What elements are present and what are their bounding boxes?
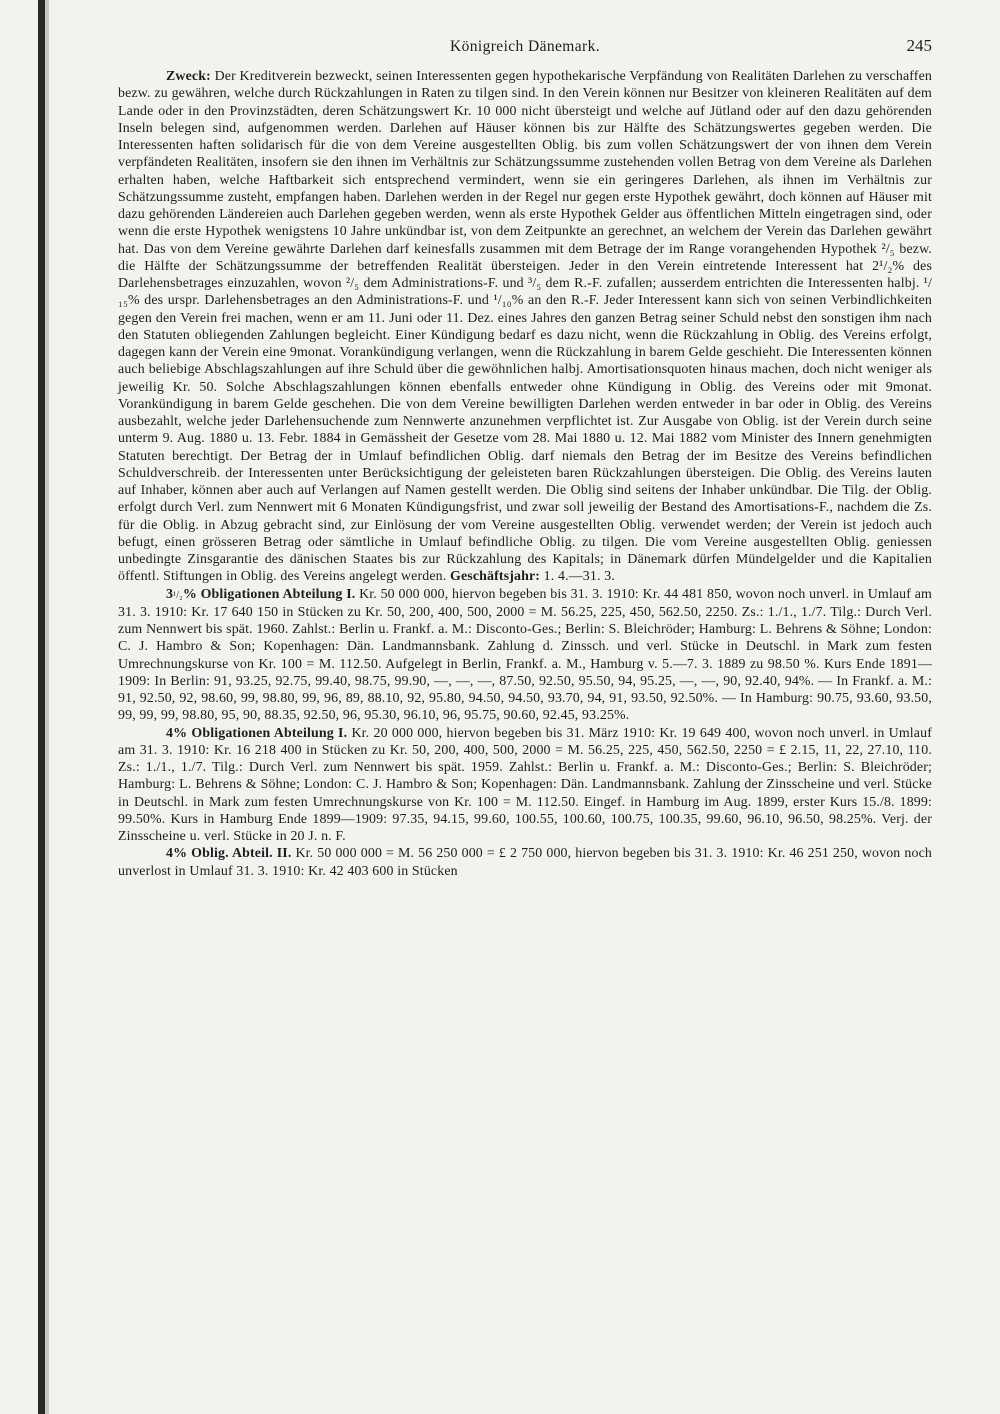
section-text: Kr. 50 000 000, hiervon begeben bis 31. 3. 1910: Kr. 44 481 850, wovon noch unverl. in Umlauf am 31. 3. 1910: Kr. 17 640 150 in Stücken zu Kr. 50, 200, 400, 500, 2000 = M. 56.25, 225, 450, 562.50, 2250. Zs.: 1./1., 1./7. Tilg.: Durch Verl. zum Nennwert bis spät. 1960. Zahlst.: Berlin u. Frankf. a. M.: Disconto-Ges.; Berlin: S. Bleichröder; Hamburg: L. Behrens & Söhne; London: C. J. Hambro & Son; Kopenhagen: Dän. Landmannsbank. Zahlung d. Zinssch. und verl. Stücke in Deutschl. in Mark zum festen Umrechnungskurse von Kr. 100 = M. 112.50. Aufgelegt in Berlin, Frankf. a. M., Hamburg v. 5.—7. 3. 1889 zu 98.50 %. Kurs Ende 1891—1909: In Berlin: 91, 93.25, 92.75, 99.40, 98.75, 99.90, —, —, —, 87.50, 92.50, 95.50, 94, 95.25, —, —, 90, 92.40, 94%. — In Frankf. a. M.: 91, 92.50, 92, 98.60, 99, 98.80, 99, 96, 89, 88.10, 92, 95.80, 94.50, 94.50, 93.70, 94, 91, 93.50, 92.50%. — In Hamburg: 90.75, 93.60, 93.50, 99, 99, 99, 98.80, 95, 90, 88.35, 92.50, 96, 95.30, 96.10, 96, 95.75, 90.60, 92.45, 93.25%. [118,586,932,724]
section-text: Kr. 20 000 000, hiervon begeben bis 31. März 1910: Kr. 19 649 400, wovon noch unverl. in Umlauf am 31. 3. 1910: Kr. 16 218 400 in Stücken zu Kr. 50, 200, 400, 500, 2000 = M. 56.25, 225, 450, 562.50, 2250 = £ 2.15, 11, 22, 27.10, 110. Zs.: 1./1., 1./7. Tilg.: Durch Verl. zum Nennwert bis spät. 1959. Zahlst.: Berlin u. Frankf. a. M.: Disconto-Ges.; Berlin: S. Bleichröder; Hamburg: L. Behrens & Söhne; London: C. J. Hambro & Son; Kopenhagen: Dän. Landmannsbank. Zahlung der Zinsscheine und verl. Stücke in Deutschl. in Mark zum festen Umrechnungskurse von Kr. 100 = M. 112.50. Eingef. in Hamburg im Aug. 1899, erster Kurs 15./8. 1899: 99.50%. Kurs in Hamburg Ende 1899—1909: 97.35, 94.15, 99.60, 100.55, 100.60, 100.75, 100.35, 99.60, 96.10, 96.50, 98.25%. Verj. der Zinsscheine u. verl. Stücke in 20 J. n. F. [118,725,932,844]
page-number: 245 [906,36,932,55]
section-rate: 3 [166,586,174,602]
zweck-paragraph [118,68,932,586]
page-edge-shadow [45,0,49,1414]
section-title: % Obligationen Abteilung I. [182,586,356,602]
section-rate: 4 [166,846,174,862]
body-text [118,68,932,880]
section-rate: 4 [166,725,174,741]
section-paragraph-1 [118,586,932,725]
section-title: % Obligationen Abteilung I. [173,725,348,741]
zweck-label: Zweck: [166,69,211,84]
running-title: Königreich Dänemark. [449,38,601,55]
running-head [118,28,932,64]
document-page [118,28,932,880]
geschaeftsjahr-value: 1. 4.—31. 3. [540,569,615,585]
page-edge [38,0,45,1414]
section-title: % Oblig. Abteil. II. [173,846,292,862]
section-rate-fraction: ¹/₂ [173,589,183,601]
geschaeftsjahr-label: Geschäftsjahr: [450,569,541,585]
section-paragraph-2 [118,725,932,846]
section-text: Kr. 50 000 000 = M. 56 250 000 = £ 2 750 000, hiervon begeben bis 31. 3. 1910: Kr. 46 251 250, wovon noch unverlost in Umlauf 31. 3. 1910: Kr. 42 403 600 in Stücken [118,846,932,879]
section-paragraph-3 [118,845,932,880]
zweck-text: Der Kreditverein bezweckt, seinen Interessenten gegen hypothekarische Verpfändung von Realitäten Darlehen zu verschaffen bezw. zu gewähren, welche durch Rückzahlungen in Raten zu tilgen sind. In den Verein können nur Besitzer von kleineren Realitäten auf dem Lande oder in den Provinzstädten, deren Schätzungswert Kr. 10 000 nicht übersteigt und welche auf Jütland oder auf den dazu gehörenden Inseln belegen sind, aufgenommen werden. Darlehen auf Häuser können bis zur Hälfte des Schätzungswertes gegeben werden. Die Interessenten haften solidarisch für die von dem Vereine ausgestellten Oblig. bis zum vollen Schätzungswert der von ihnen dem Verein verpfändeten Realitäten, insofern sie den ihnen im Verhältnis zur Schätzungssumme zustehenden vollen Betrag von dem Vereine als Darlehen erhalten haben, welche Haftbarkeit sich entsprechend vermindert, wenn sie ein geringeres Darlehen, als ihnen im Verhältnis zur Schätzungssumme zusteht, empfangen haben. Darlehen werden in der Regel nur gegen erste Hypothek gewährt, doch können auf Häuser mit dazu gehörenden Ländereien auch Darlehen gegeben werden, wenn als erste Hypothek Gelder aus öffentlichen Mitteln eingetragen sind, oder wenn die erste Hypothek wenigstens 10 Jahre unkündbar ist, von dem Zeitpunkte an gerechnet, an welchem der Verein das Darlehen gewährt hat. Das von dem Vereine gewährte Darlehen darf keinesfalls zusammen mit dem Betrage der im Range vorangehenden Hypothek ²/₅ bezw. die Hälfte der Schätzungssumme der betreffenden Realität übersteigen. Jeder in den Verein eintretende Interessent hat 2¹/₂% des Darlehensbetrages einzuzahlen, wovon ²/₅ dem Administrations-F. und ³/₅ dem R.-F. zufallen; ausserdem entrichten die Interessenten halbj. ¹/₁₅% des urspr. Darlehensbetrages an den Administrations-F. und ¹/₁₀% an den R.-F. Jeder Interessent kann sich von seinen Verbindlichkeiten gegen den Verein frei machen, wenn er am 11. Juni oder 11. Dez. eines Jahres den ganzen Betrag seiner Schuld nebst den sonstigen ihm nach den Statuten obliegenden Zahlungen begleicht. Einer Kündigung bedarf es dazu nicht, wenn die Rückzahlung in Oblig. des Vereins erfolgt, dagegen kann der Verein eine 9monat. Vorankündigung verlangen, wenn die Rückzahlung in barem Gelde geschieht. Die Interessenten können auch beliebige Abschlagszahlungen auf ihre Schuld über die gewöhnlichen halbj. Amortisationsquoten hinaus machen, doch nicht weniger als jeweilig Kr. 50. Solche Abschlagszahlungen können ebenfalls entweder ohne Kündigung in Oblig. des Vereins oder mit 9monat. Vorankündigung in barem Gelde geschehen. Die von dem Vereine bewilligten Darlehen werden entweder in bar oder in Oblig. des Vereins ausbezahlt, welche jeder Darlehensuchende zum Nennwerte anzunehmen verpflichtet ist. Zur Ausgabe von Oblig. ist der Verein durch seine unterm 9. Aug. 1880 u. 13. Febr. 1884 in Gemässheit der Gesetze vom 28. Mai 1880 u. 12. Mai 1882 vom Minister des Innern genehmigten Statuten berechtigt. Der Betrag der in Umlauf befindlichen Oblig. darf niemals den Betrag der im Besitze des Vereins befindlichen Schuldverschreib. der Interessenten unter Berücksichtigung der geleisteten baren Rückzahlungen übersteigen. Die Oblig. des Vereins lauten auf Inhaber, können aber auch auf Verlangen auf Namen gestellt werden. Die Oblig sind seitens der Inhaber unkündbar. Die Tilg. der Oblig. erfolgt durch Verl. zum Nennwert mit 6 Monaten Kündigungsfrist, und zwar soll jeweilig der Bestand des Amortisations-F., nachdem die Zs. für die Oblig. in Abzug gebracht sind, zur Einlösung der vom Vereine ausgestellten Oblig. verwendet werden; der Verein ist jedoch auch befugt, einen grösseren Betrag oder sämtliche in Umlauf befindliche Oblig. zu tilgen. Die vom Vereine ausgestellten Oblig. geniessen unbedingte Zinsgarantie des dänischen Staates bis zur Rückzahlung des Kapitals; in Dänemark dürfen Mündelgelder und die Kapitalien öffentl. Stiftungen in Oblig. des Vereins angelegt werden. [118,69,932,585]
